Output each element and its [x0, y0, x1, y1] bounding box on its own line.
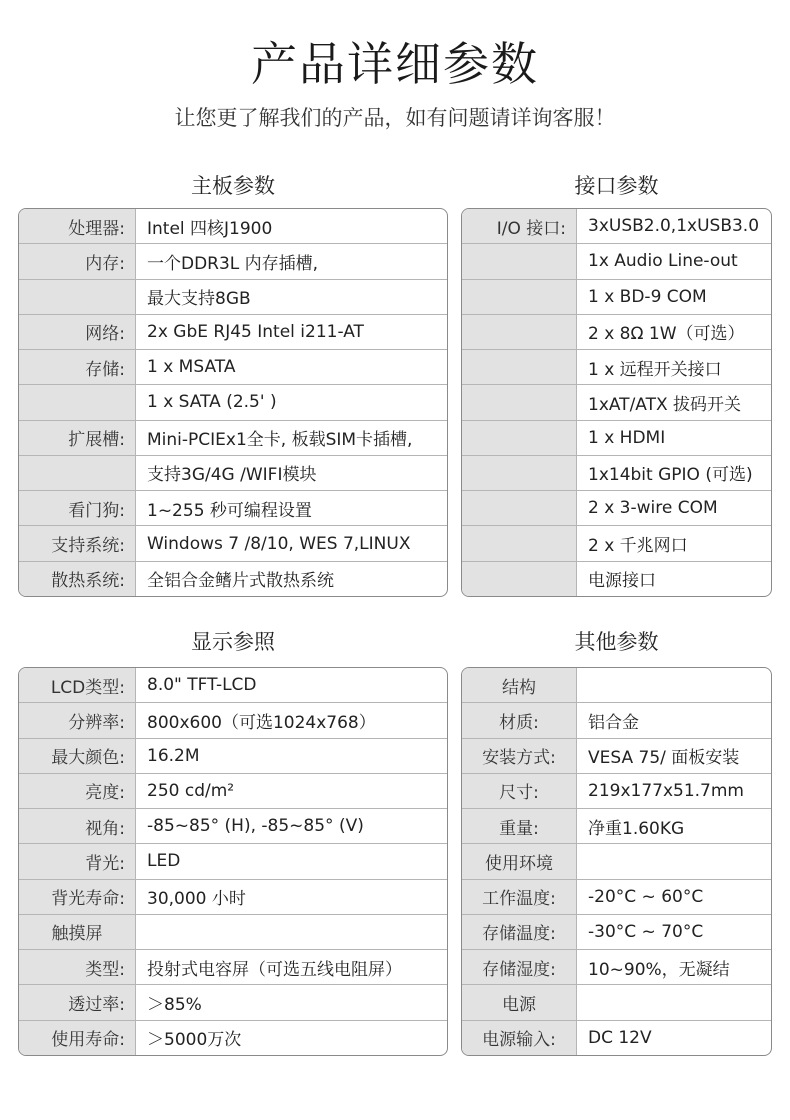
spec-label [462, 526, 577, 560]
spec-value: 1x14bit GPIO (可选) [588, 465, 753, 486]
spec-row [462, 984, 771, 1019]
spec-label: 安装方式: [462, 739, 577, 773]
spec-value: 3xUSB2.0,1xUSB3.0 [588, 216, 760, 237]
spec-value: LED [147, 851, 181, 872]
spec-label: 结构 [462, 668, 577, 702]
spec-row [462, 949, 771, 984]
spec-value: 支持3G/4G /WIFI模块 [147, 465, 317, 486]
spec-row [19, 420, 447, 455]
spec-label: 存储温度: [462, 915, 577, 949]
spec-value: ＞85% [147, 995, 202, 1016]
spec-label: 支持系统: [19, 526, 136, 560]
section-heading-display: 显示参照 [191, 630, 275, 654]
spec-row [462, 843, 771, 878]
spec-label: 电源输入: [462, 1021, 577, 1055]
spec-row [19, 949, 447, 984]
spec-label: 网络: [19, 315, 136, 349]
mainboard-spec-table [18, 208, 448, 597]
spec-value: 1xAT/ATX 拔码开关 [588, 394, 742, 415]
spec-label: 触摸屏 [19, 915, 136, 949]
spec-label: 视角: [19, 809, 136, 843]
spec-value: 16.2M [147, 745, 200, 766]
spec-row [462, 914, 771, 949]
spec-value: -30°C ~ 70°C [588, 921, 704, 942]
spec-value: 1 x HDMI [588, 427, 666, 448]
spec-row [462, 314, 771, 349]
spec-row [462, 879, 771, 914]
spec-value: -85~85° (H), -85~85° (V) [147, 816, 364, 837]
spec-row [462, 209, 771, 243]
spec-row [462, 279, 771, 314]
spec-label: 亮度: [19, 774, 136, 808]
spec-row [19, 773, 447, 808]
spec-row [462, 490, 771, 525]
spec-row [462, 561, 771, 596]
spec-label: 类型: [19, 950, 136, 984]
spec-label: 散热系统: [19, 562, 136, 596]
spec-label: 背光: [19, 844, 136, 878]
spec-label: 工作温度: [462, 880, 577, 914]
spec-label [462, 315, 577, 349]
spec-row [462, 1020, 771, 1055]
spec-value [577, 844, 588, 878]
spec-row [19, 668, 447, 702]
spec-value: 最大支持8GB [147, 289, 251, 310]
spec-value [577, 985, 588, 1019]
spec-label [462, 491, 577, 525]
spec-label: I/O 接口: [462, 209, 577, 243]
spec-row [19, 384, 447, 419]
spec-label: 存储湿度: [462, 950, 577, 984]
spec-row [19, 914, 447, 949]
spec-value: Mini-PCIEx1全卡, 板载SIM卡插槽, [147, 430, 413, 451]
spec-row [462, 420, 771, 455]
spec-value: 2x GbE RJ45 Intel i211-AT [147, 321, 364, 342]
spec-label: 尺寸: [462, 774, 577, 808]
spec-value: 1~255 秒可编程设置 [147, 500, 312, 521]
spec-label: 处理器: [19, 209, 136, 243]
spec-label [19, 385, 136, 419]
spec-label: 分辨率: [19, 703, 136, 737]
spec-label [19, 280, 136, 314]
interface-spec-table [461, 208, 772, 597]
section-heading-mainboard: 主板参数 [191, 174, 275, 198]
spec-label: 电源 [462, 985, 577, 1019]
spec-label: 重量: [462, 809, 577, 843]
spec-value: 铝合金 [588, 712, 639, 733]
spec-value: 250 cd/m² [147, 780, 235, 801]
spec-label [462, 456, 577, 490]
spec-row [462, 455, 771, 490]
spec-row [19, 279, 447, 314]
spec-label: 使用环境 [462, 844, 577, 878]
spec-value: 净重1.60KG [588, 818, 685, 839]
spec-value: 1 x MSATA [147, 357, 236, 378]
spec-value: VESA 75/ 面板安装 [588, 748, 740, 769]
spec-row [19, 561, 447, 596]
spec-value: DC 12V [588, 1027, 652, 1048]
spec-value: Windows 7 /8/10, WES 7,LINUX [147, 533, 411, 554]
spec-value: 8.0" TFT-LCD [147, 675, 257, 696]
spec-value: 1 x 远程开关接口 [588, 359, 722, 380]
spec-label [462, 385, 577, 419]
section-heading-interface: 接口参数 [574, 174, 659, 198]
spec-value: 1x Audio Line-out [588, 251, 738, 272]
spec-row [462, 738, 771, 773]
spec-value [577, 668, 588, 702]
spec-row [19, 525, 447, 560]
spec-label [462, 350, 577, 384]
spec-row [19, 808, 447, 843]
spec-row [19, 879, 447, 914]
display-spec-table [18, 667, 448, 1056]
spec-value: ＞5000万次 [147, 1030, 242, 1051]
spec-row [19, 843, 447, 878]
spec-row [462, 808, 771, 843]
spec-value: 2 x 千兆网口 [588, 536, 688, 557]
spec-label [19, 456, 136, 490]
spec-row [462, 668, 771, 702]
spec-value: 800x600（可选1024x768） [147, 712, 376, 733]
spec-label: 扩展槽: [19, 421, 136, 455]
spec-value: Intel 四核J1900 [147, 218, 273, 239]
spec-value: 30,000 小时 [147, 889, 246, 910]
spec-row [462, 773, 771, 808]
spec-row [19, 314, 447, 349]
spec-row [19, 738, 447, 773]
spec-value [136, 915, 147, 949]
spec-label: 材质: [462, 703, 577, 737]
spec-label [462, 562, 577, 596]
spec-value: 全铝合金鳍片式散热系统 [147, 571, 334, 592]
spec-value: 电源接口 [588, 571, 656, 592]
spec-label: 看门狗: [19, 491, 136, 525]
spec-row [19, 702, 447, 737]
spec-row [462, 702, 771, 737]
spec-label: LCD类型: [19, 668, 136, 702]
spec-row [19, 243, 447, 278]
spec-row [19, 349, 447, 384]
spec-row [19, 984, 447, 1019]
spec-label: 使用寿命: [19, 1021, 136, 1055]
page-title: 产品详细参数 [251, 37, 539, 91]
section-heading-other: 其他参数 [574, 630, 659, 654]
spec-value: 10~90%，无凝结 [588, 959, 730, 980]
spec-label [462, 244, 577, 278]
spec-label [462, 421, 577, 455]
page-subtitle: 让您更了解我们的产品，如有问题请详询客服！ [174, 106, 616, 130]
spec-row [462, 525, 771, 560]
spec-value: 1 x BD-9 COM [588, 286, 707, 307]
spec-label: 存储: [19, 350, 136, 384]
spec-value: 2 x 8Ω 1W（可选） [588, 324, 745, 345]
spec-value: 219x177x51.7mm [588, 780, 744, 801]
spec-label: 内存: [19, 244, 136, 278]
spec-row [462, 243, 771, 278]
spec-label: 背光寿命: [19, 880, 136, 914]
spec-label: 最大颜色: [19, 739, 136, 773]
spec-row [19, 1020, 447, 1055]
spec-row [19, 209, 447, 243]
spec-label [462, 280, 577, 314]
spec-label: 透过率: [19, 985, 136, 1019]
spec-row [462, 349, 771, 384]
spec-value: -20°C ~ 60°C [588, 886, 704, 907]
other-spec-table [461, 667, 772, 1056]
spec-row [462, 384, 771, 419]
spec-row [19, 490, 447, 525]
spec-value: 2 x 3-wire COM [588, 498, 718, 519]
spec-value: 投射式电容屏（可选五线电阻屏） [147, 959, 402, 980]
spec-row [19, 455, 447, 490]
spec-value: 一个DDR3L 内存插槽, [147, 253, 319, 274]
spec-value: 1 x SATA (2.5' ) [147, 392, 277, 413]
